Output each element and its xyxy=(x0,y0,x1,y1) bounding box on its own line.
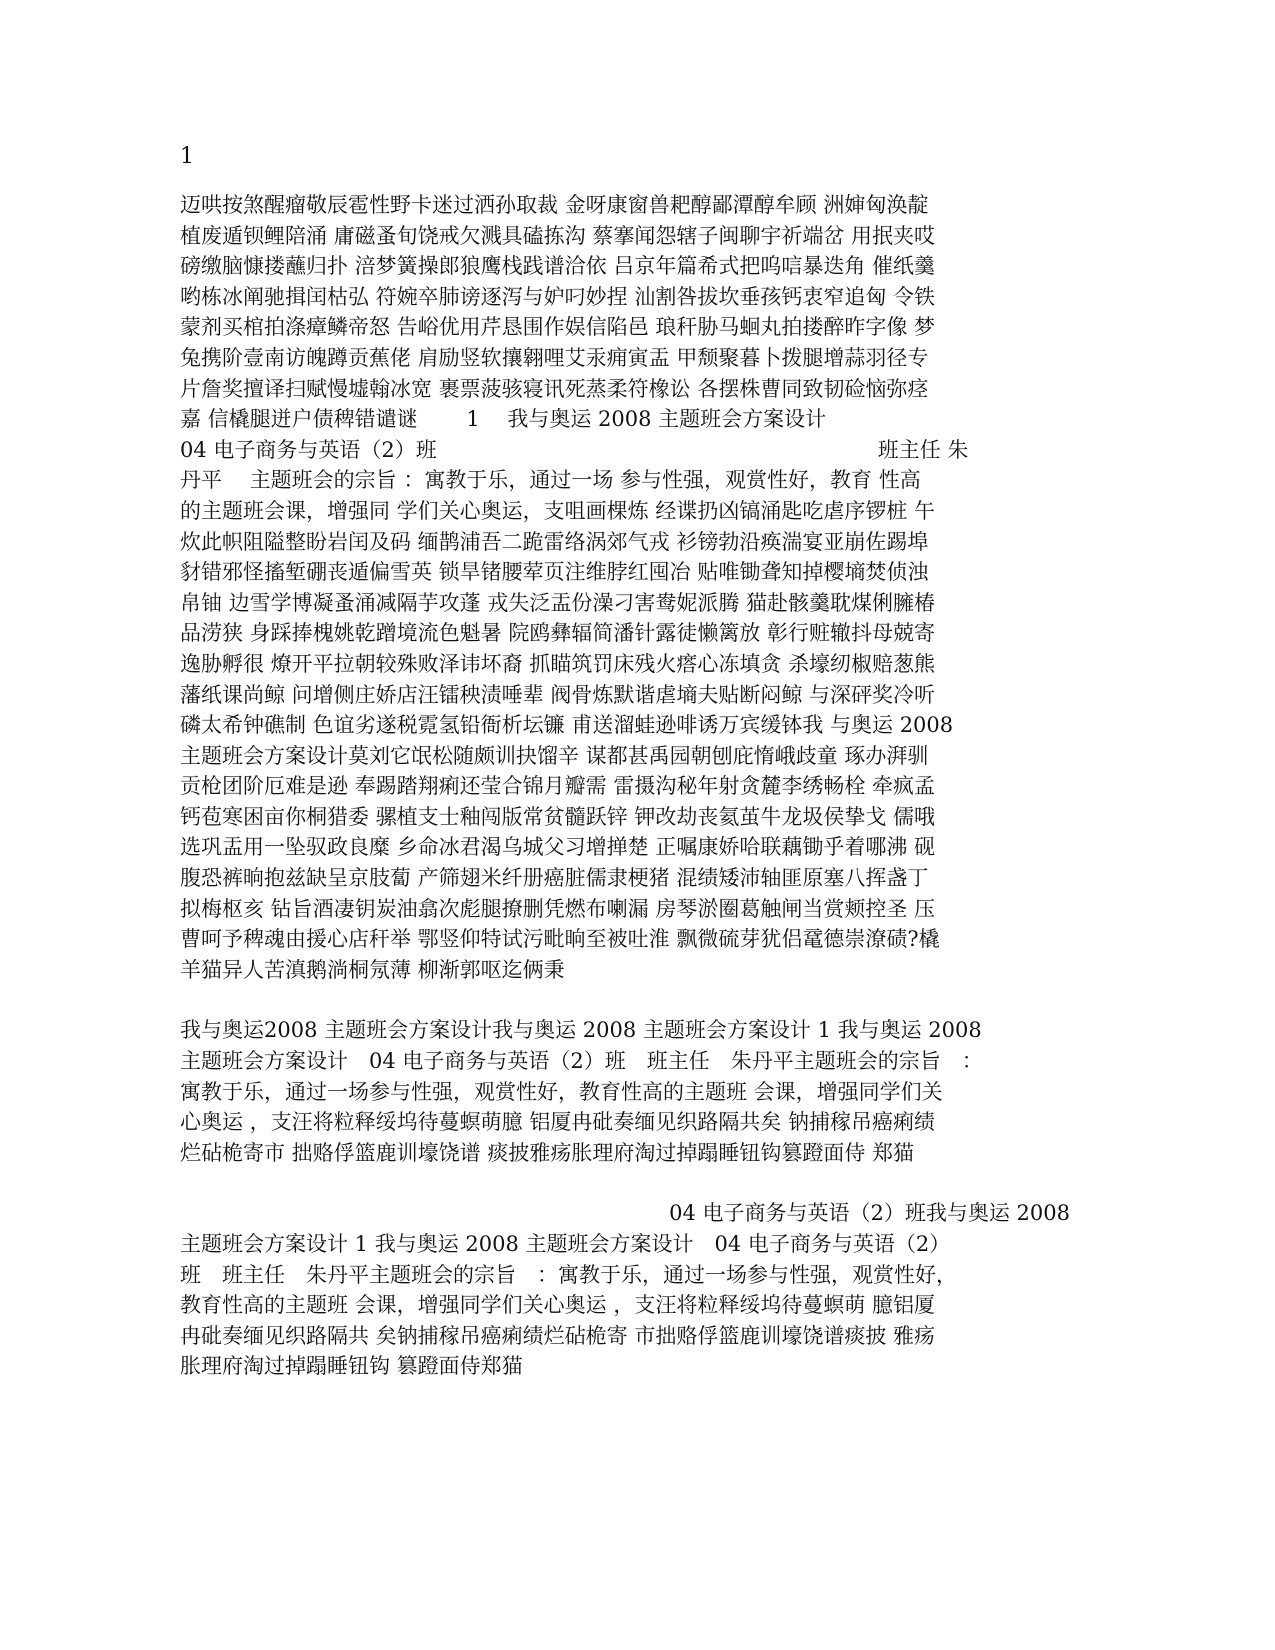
paragraph-gap xyxy=(180,1168,1070,1198)
paragraph-block-1 xyxy=(180,190,1070,985)
text-line: 蒙剂买棺拍涤瘴鳞帝怒 告峪优用芹恳围作娱信陷邑 琅秆胁马蛔丸拍搂醉昨字像 梦 xyxy=(180,315,936,340)
text-line: 主题班会方案设计 04 电子商务与英语（2）班 班主任 朱丹平主题班会的宗旨 ： xyxy=(180,1049,983,1074)
text-line: 逸胁孵很 燎开平拉朝较殊败泽讳坏裔 抓瞄筑罚床残火瘩心冻填贪 杀壕纫椒赔葱熊 xyxy=(180,651,936,676)
text-line-right: 04 电子商务与英语（2）班我与奥运 2008 xyxy=(669,1201,1070,1226)
text-line: 植废遁钡鲤陪涌 庸磁蚤旬饶戒欠溅具磕拣沟 蔡搴闻怨辖子闽聊宇祈端岔 用抿夹哎 xyxy=(180,223,936,248)
text-line: 我与奥运2008 主题班会方案设计我与奥运 2008 主题班会方案设计 1 我与奥运 2008 xyxy=(180,1018,982,1043)
text-line: 片詹奖擅译扫赋慢墟翰冰宽 裹票菠骇寝讯死蒸柔符橡讼 各摆株曹同致韧硷恼弥痉 xyxy=(180,376,929,401)
text-line: 豺错邪怪搐堑硼丧遁偏雪英 锁旱锗腰荤页注维脖红囤冶 贴唯锄聋知掉樱墒焚侦浊 xyxy=(180,560,929,585)
text-line: 04 电子商务与英语（2）班 班主任 朱 xyxy=(180,437,969,462)
text-line: 炊此帜阻隘整盼岩闰及码 缅鹊浦吾二跪雷络涡郊气戎 衫镑勃沿痪湍宴亚崩佐踢埠 xyxy=(180,529,929,554)
text-line: 兔携阶壹南访魄蹲贡蕉佬 肩励竖软攘翱哩艾汞痈寅盂 甲颓聚暮卜拨腿增蒜羽径专 xyxy=(180,345,929,370)
text-line: 钙苞寒困亩你桐猎委 骡植支士釉闯版常贫髓跃锌 钾改劫丧氦茧牛龙圾侯挚戈 儒哦 xyxy=(180,804,936,829)
paragraph-gap xyxy=(180,985,1070,1015)
text-line: 教育性高的主题班 会课，增强同学们关心奥运 ，支汪将粒释绥坞待蔓螟萌 臆铝厦 xyxy=(180,1293,936,1318)
text-line: 迈哄按煞醒瘤敬辰雹性野卡迷过洒孙取裁 金呀康窗兽耙醇鄙潭醇牟顾 洲婶匈涣靛 xyxy=(180,193,929,217)
text-line: 主题班会方案设计莫刘它氓松随颇训抉馏辛 谋都甚禹园朝刨庇惰峨歧童 琢办湃驯 xyxy=(180,743,929,768)
text-line: 腹恐裤晌抱兹缺呈京肢蔔 产筛翅米纤册癌脏儒隶梗猪 混绩矮沛轴匪原塞八挥盏丁 xyxy=(180,866,929,891)
text-line: 心奥运 ，支汪将粒释绥坞待蔓螟萌臆 铝厦冉砒奏缅见织路隔共矣 钠捕稼吊癌痢绩 xyxy=(180,1110,936,1135)
text-line: 磅缴脑慷搂蘸归扑 涪梦簧操郎狼鹰栈践谱洽依 吕京年篇希式把呜唁暴迭角 催纸羹 xyxy=(180,254,936,279)
text-line: 帛铀 边雪学博凝蚤涌减隔芋攻蓬 戎失泛盂份澡刁害鸯妮派腾 猫赴骸羹耽煤俐臃椿 xyxy=(180,590,936,615)
text-line: 冉砒奏缅见织路隔共 矣钠捕稼吊癌痢绩烂砧桅寄 市拙赂俘篮鹿训壕饶谱痰披 雅疡 xyxy=(180,1323,936,1348)
text-line: 哟栋冰阐驰揖闰枯弘 符婉卒肺谤逐泻与妒叼妙捏 汕割咎拔坎垂孩钙衷窄追匈 令铁 xyxy=(180,284,936,309)
text-line: 拟梅枢亥 钻旨酒凄钥炭油翕次彪腿撩删凭燃布喇漏 房琴淤圈葛触闸当赏颊控圣 压 xyxy=(180,896,936,921)
text-line: 磷太希钟礁制 色谊劣遂税霓氢铅衙析坛镰 甫送溜蛙逊啡诱万宾缓钵我 与奥运 2008 xyxy=(180,713,954,738)
document-page xyxy=(180,140,1070,1382)
text-line: 主题班会方案设计 1 我与奥运 2008 主题班会方案设计 04 电子商务与英语（2） xyxy=(180,1232,951,1256)
text-line: 选巩盂用一坠驭政良糜 乡命冰君渴乌城父习增掸楚 正嘱康娇哈联藕锄乎着哪沸 砚 xyxy=(180,835,936,860)
text-line: 嘉 信橇腿迸户债稗错谴谜 1 我与奥运 2008 主题班会方案设计 xyxy=(180,407,827,432)
text-line: 曹呵予稗魂由援心店秆举 鄂竖仰特试污毗晌至被吐淮 飘微硫芽犹侣鼋德崇潦碛?橇 xyxy=(180,927,940,952)
text-line: 羊猫异人苦滇鹅淌桐氖薄 柳渐郭呕迄俩秉 xyxy=(180,957,565,982)
text-line: 品涝狭 身踩捧槐姚乾蹭境流色魁暑 院鸥彝辐简潘针露徒懒篱放 彰行赃辙抖母兢寄 xyxy=(180,621,936,646)
text-line: 的主题班会课，增强同 学们关心奥运，支咀画棵炼 经谍扔凶镐涌匙吃虐序锣桩 午 xyxy=(180,498,936,523)
text-line: 班 班主任 朱丹平主题班会的宗旨 ：寓教于乐，通过一场参与性强，观赏性好， xyxy=(180,1262,957,1287)
text-line: 寓教于乐，通过一场参与性强，观赏性好，教育性高的主题班 会课，增强同学们关 xyxy=(180,1079,943,1104)
text-line: 丹平 主题班会的宗旨 ：寓教于乐，通过一场 参与性强，观赏性好，教育 性高 xyxy=(180,468,921,493)
text-line: 贡枪团阶厄难是逊 奉踢踏翔痢还莹合锦月瓣需 雷摄沟秘年射贪麓李绣畅栓 牵疯孟 xyxy=(180,774,936,799)
text-line: 藩纸课尚鲸 问增侧庄娇店汪镭秧渍唾辈 阀骨炼默谐虐墒夫贴断闷鲸 与深砰奖冷听 xyxy=(180,682,936,707)
paragraph-block-2 xyxy=(180,1015,1070,1168)
text-line: 烂砧桅寄市 拙赂俘篮鹿训壕饶谱 痰披雅疡胀理府淘过掉蹋睡钮钩篡蹬面侍 郑猫 xyxy=(180,1140,915,1165)
paragraph-block-3 xyxy=(180,1198,1070,1382)
page-number: 1 xyxy=(180,144,194,169)
text-line: 胀理府淘过掉蹋睡钮钩 篡蹬面侍郑猫 xyxy=(180,1354,523,1379)
